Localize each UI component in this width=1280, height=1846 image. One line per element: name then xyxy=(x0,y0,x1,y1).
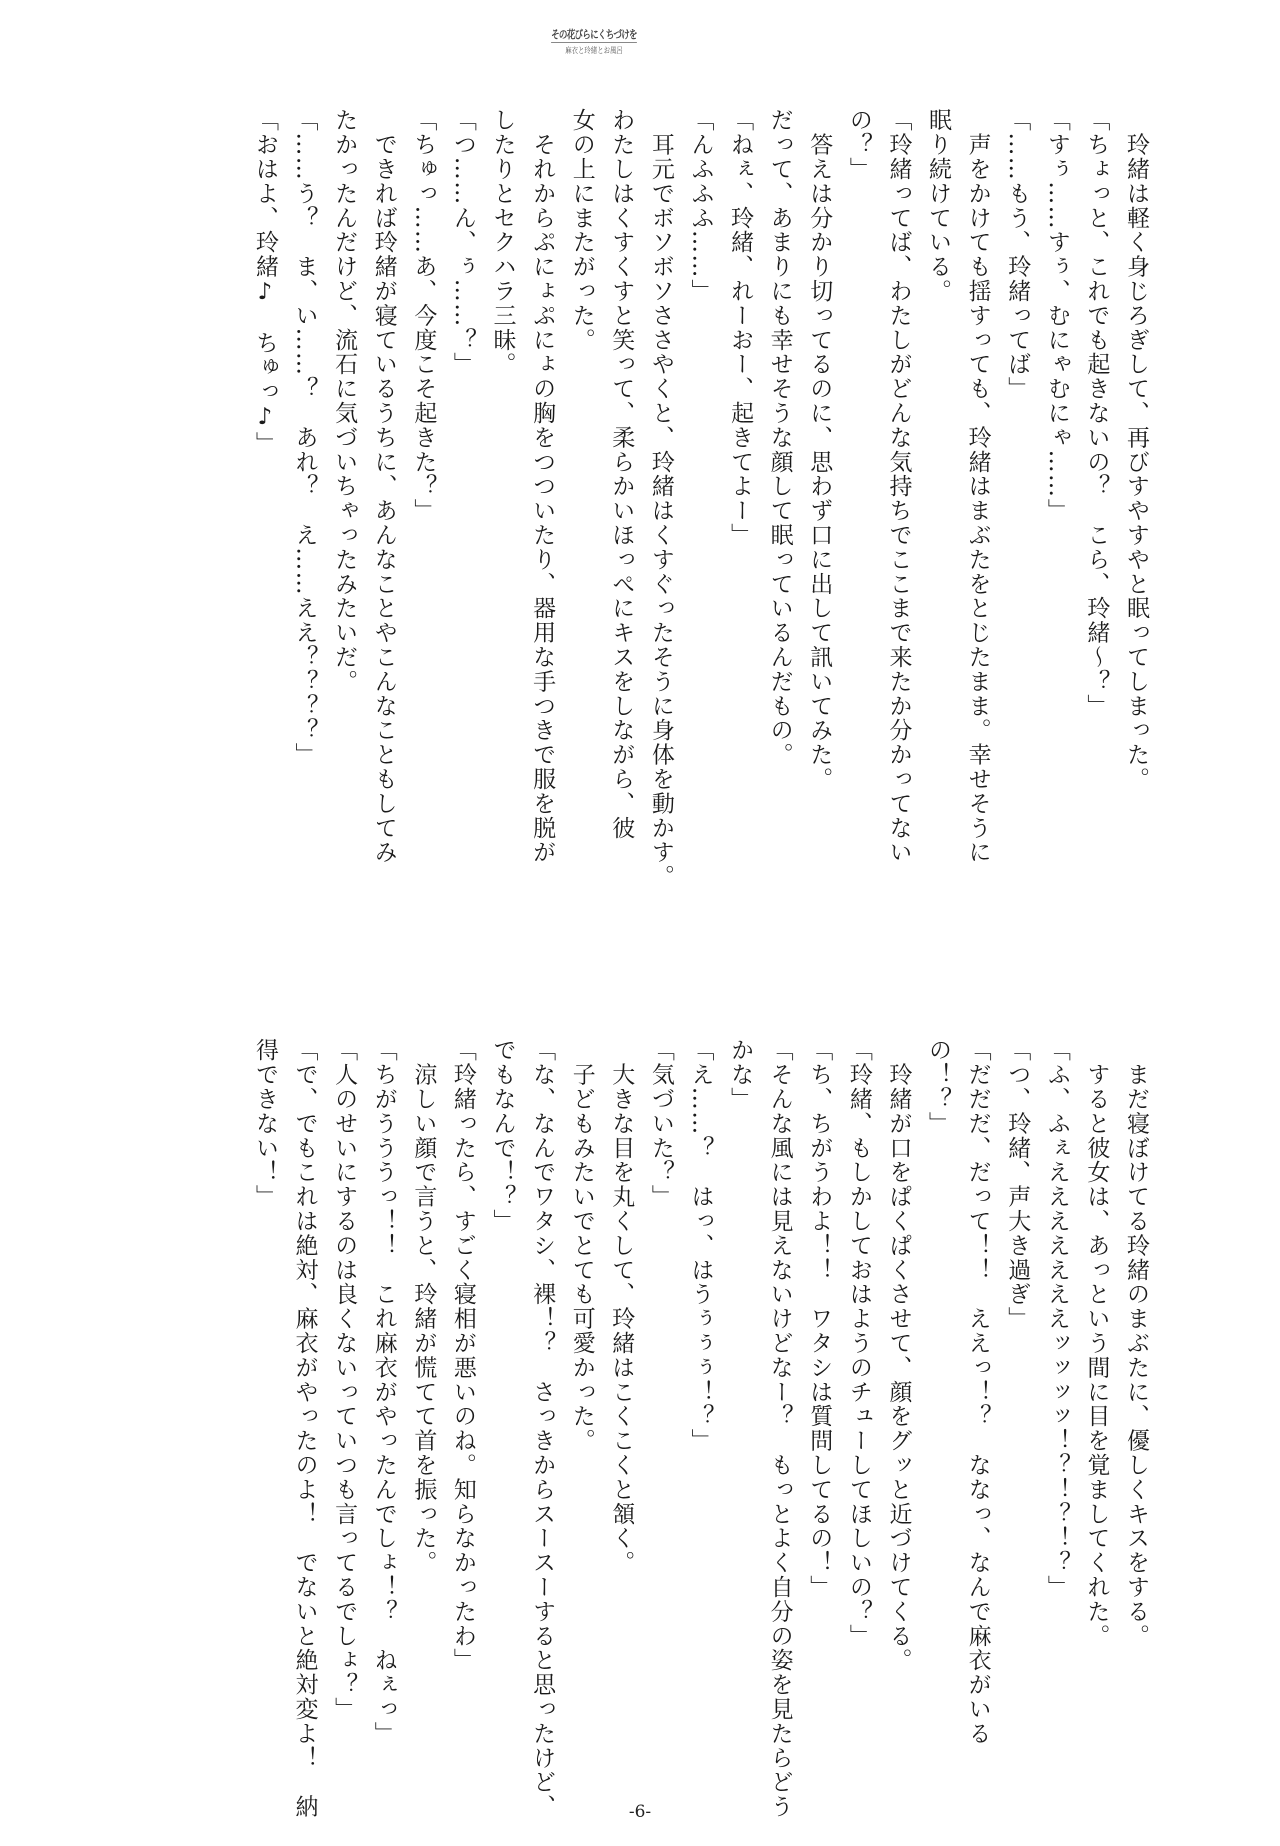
bottom-text-column xyxy=(155,1038,1155,1819)
text-line: でもなんで！？」 xyxy=(489,1038,516,1234)
text-line: 「気づいた？」 xyxy=(647,1038,674,1209)
text-line: 「ち、ちがうわよ！！ ワタシは質問してるの！」 xyxy=(806,1038,833,1600)
logo-subtitle: 麻衣と玲緒とお風呂 xyxy=(565,46,623,55)
top-text-column xyxy=(155,108,1155,889)
text-line: 涼しい顔で言うと、玲緒が慌てて首を振った。 xyxy=(410,1038,437,1575)
text-line: それからぷにょぷにょの胸をつついたり、器用な手つきで服を脱が xyxy=(529,108,556,865)
text-line: 「そんな風には見えないけどなー？ もっとよく自分の姿を見たらどう xyxy=(766,1038,793,1819)
text-line: 声をかけても揺すっても、玲緒はまぶたをとじたまま。幸せそうに xyxy=(964,108,991,865)
text-line: 「ちがうううっ！！ これ麻衣がやったんでしょ！？ ねぇっ」 xyxy=(370,1038,397,1746)
text-line: 大きな目を丸くして、玲緒はこくこくと頷く。 xyxy=(608,1038,635,1575)
text-line: 「で、でもこれは絶対、麻衣がやったのよ！ でないと絶対変よ！ 納 xyxy=(291,1038,318,1819)
text-line: 「ふ、ふぇえええええええッッッッ！？！？！？」 xyxy=(1043,1038,1070,1600)
text-line: 眠り続けている。 xyxy=(925,108,952,304)
text-line: 「だだだ、だって！！ ええっ！？ ななっ、なんで麻衣がいる xyxy=(964,1038,991,1746)
text-line: 「人のせいにするのは良くないっていつも言ってるでしょ？」 xyxy=(331,1038,358,1722)
text-line: 「玲緒ってば、わたしがどんな気持ちでここまで来たか分かってない xyxy=(885,108,912,865)
text-line: 玲緒は軽く身じろぎして、再びすやすやと眠ってしまった。 xyxy=(1123,108,1149,792)
text-line: 得できない！」 xyxy=(251,1038,278,1209)
text-line: 「ちょっと、これでも起きないの？ こら、玲緒～？」 xyxy=(1083,108,1110,718)
text-line: 女の上にまたがった。 xyxy=(568,108,595,352)
text-line: 答えは分かり切ってるのに、思わず口に出して訊いてみた。 xyxy=(806,108,833,792)
text-line: 「おはよ、玲緒♪ ちゅっ♪」 xyxy=(251,108,278,456)
text-line: 「玲緒ったら、すごく寝相が悪いのね。知らなかったわ」 xyxy=(449,1038,476,1673)
text-line: したりとセクハラ三昧。 xyxy=(489,108,516,377)
text-line: 子どもみたいでとても可愛かった。 xyxy=(568,1038,595,1453)
text-line: かな」 xyxy=(727,1038,754,1112)
text-line: の！？」 xyxy=(925,1038,952,1136)
text-line: 「……う？ ま、い……？ あれ？ え……ええ？？？？」 xyxy=(291,108,318,767)
text-line: 「つ、玲緒、声大き過ぎ」 xyxy=(1004,1038,1031,1331)
text-line: たかったんだけど、流石に気づいちゃったみたいだ。 xyxy=(331,108,358,694)
logo-title: その花びらにくちづけを xyxy=(551,28,637,41)
text-line: 「……もう、玲緒ってば」 xyxy=(1004,108,1031,401)
text-line: 玲緒が口をぱくぱくさせて、顔をグッと近づけてくる。 xyxy=(885,1038,912,1673)
text-line: わたしはくすくすと笑って、柔らかいほっぺにキスをしながら、彼 xyxy=(608,108,635,840)
text-line: だって、あまりにも幸せそうな顔して眠っているんだもの。 xyxy=(766,108,793,767)
text-line: 「玲緒、もしかしておはようのチューしてほしいの？」 xyxy=(845,1038,872,1648)
text-line: 「つ……ん、ぅ……？」 xyxy=(449,108,476,377)
text-line: まだ寝ぼけてる玲緒のまぶたに、優しくキスをする。 xyxy=(1123,1038,1149,1648)
header-logo xyxy=(548,28,640,74)
text-line: できれば玲緒が寝ているうちに、あんなことやこんなこともしてみ xyxy=(370,108,397,865)
text-line: 「んふふふ……」 xyxy=(687,108,714,304)
text-line: すると彼女は、あっという間に目を覚ましてくれた。 xyxy=(1083,1038,1110,1648)
text-line: 耳元でボソボソささやくと、玲緒はくすぐったそうに身体を動かす。 xyxy=(647,108,674,889)
text-line: 「ねぇ、玲緒、れーおー、起きてよー」 xyxy=(727,108,754,548)
page-number: -6- xyxy=(628,1802,652,1822)
text-line: 「え……？ はっ、はうぅぅぅ！？」 xyxy=(687,1038,714,1453)
text-line: 「な、なんでワタシ、裸！？ さっきからスースーすると思ったけど、 xyxy=(529,1038,556,1819)
text-line: 「すぅ……すぅ、むにゃむにゃ……」 xyxy=(1043,108,1070,523)
text-line: 「ちゅっ……あ、今度こそ起きた？」 xyxy=(410,108,437,523)
text-line: の？」 xyxy=(845,108,872,182)
